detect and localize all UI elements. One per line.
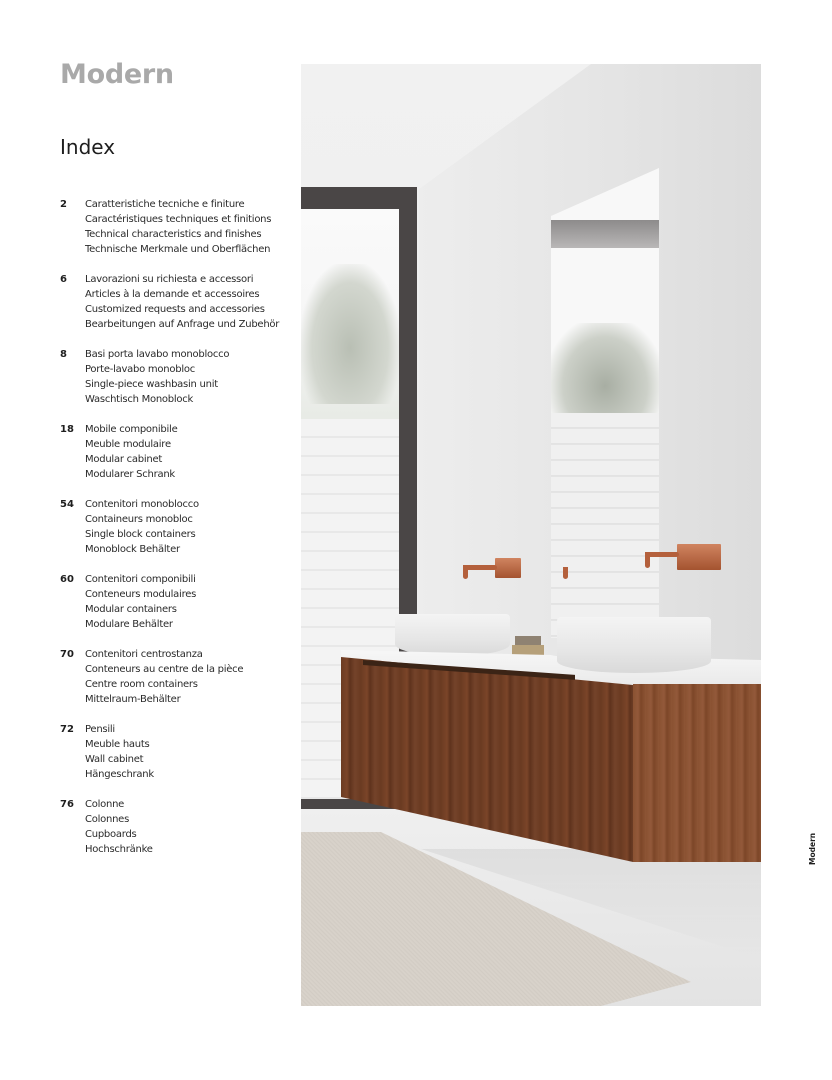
entry-titles (85, 722, 154, 797)
entry-title-en: Modular containers (85, 604, 177, 615)
entry-title-de: Modularer Schrank (85, 469, 175, 480)
entry-title-it: Pensili (85, 724, 115, 735)
index-entry[interactable] (60, 647, 290, 722)
entry-title-fr: Meuble hauts (85, 739, 150, 750)
index-entry[interactable] (60, 347, 290, 422)
entry-title-de: Hängeschrank (85, 769, 154, 780)
index-entry[interactable] (60, 722, 290, 797)
index-entry[interactable] (60, 497, 290, 572)
entry-page-number: 6 (60, 274, 67, 285)
faucet-left-arm (463, 565, 497, 570)
entry-title-en: Single-piece washbasin unit (85, 379, 218, 390)
entry-title-en: Customized requests and accessories (85, 304, 265, 315)
index-list (60, 197, 290, 872)
entry-title-fr: Containeurs monobloc (85, 514, 193, 525)
entry-title-it: Contenitori monoblocco (85, 499, 199, 510)
entry-page-number: 70 (60, 649, 74, 660)
entry-title-it: Colonne (85, 799, 125, 810)
entry-title-de: Mittelraum-Behälter (85, 694, 181, 705)
entry-title-it: Lavorazioni su richiesta e accessori (85, 274, 254, 285)
entry-title-it: Contenitori centrostanza (85, 649, 203, 660)
entry-title-en: Wall cabinet (85, 754, 144, 765)
entry-titles (85, 347, 229, 422)
entry-titles (85, 647, 243, 722)
entry-title-en: Cupboards (85, 829, 137, 840)
mirror-reflection-tree (551, 323, 659, 413)
entry-page-number: 2 (60, 199, 67, 210)
entry-title-en: Modular cabinet (85, 454, 163, 465)
faucet-left-spout (463, 565, 468, 579)
faucet-right-plate (677, 544, 721, 570)
entry-page-number: 76 (60, 799, 74, 810)
entry-title-en: Single block containers (85, 529, 196, 540)
entry-title-fr: Meuble modulaire (85, 439, 171, 450)
faucet-mirror-spout (563, 567, 568, 579)
index-entry[interactable] (60, 197, 290, 272)
index-title: Index (60, 135, 116, 159)
mirror-reflection-wall (551, 413, 659, 638)
entry-page-number: 60 (60, 574, 74, 585)
entry-page-number: 8 (60, 349, 67, 360)
entry-title-fr: Conteneurs au centre de la pièce (85, 664, 244, 675)
entry-title-fr: Caractéristiques techniques et finitions (85, 214, 272, 225)
faucet-right-spout (645, 552, 650, 568)
section-title: Modern (60, 59, 174, 90)
entry-page-number: 54 (60, 499, 74, 510)
soap-bar (515, 636, 541, 645)
index-entry[interactable] (60, 572, 290, 647)
entry-titles (85, 797, 153, 872)
entry-titles (85, 197, 271, 272)
entry-title-de: Monoblock Behälter (85, 544, 180, 555)
entry-title-fr: Conteneurs modulaires (85, 589, 197, 600)
entry-title-it: Caratteristiche tecniche e finiture (85, 199, 245, 210)
faucet-left-plate (495, 558, 521, 578)
entry-page-number: 18 (60, 424, 74, 435)
entry-titles (85, 272, 279, 347)
entry-title-de: Hochschränke (85, 844, 153, 855)
entry-title-en: Technical characteristics and finishes (85, 229, 262, 240)
entry-title-fr: Articles à la demande et accessoires (85, 289, 260, 300)
entry-titles (85, 572, 196, 647)
entry-title-it: Mobile componibile (85, 424, 178, 435)
bathroom-photo (301, 64, 761, 1006)
window-tree (301, 264, 399, 404)
entry-title-de: Modulare Behälter (85, 619, 173, 630)
entry-titles (85, 497, 199, 572)
index-entry[interactable] (60, 272, 290, 347)
entry-title-it: Contenitori componibili (85, 574, 196, 585)
entry-title-de: Bearbeitungen auf Anfrage und Zubehör (85, 319, 280, 330)
entry-page-number: 72 (60, 724, 74, 735)
basin-right (557, 617, 711, 673)
entry-title-fr: Colonnes (85, 814, 130, 825)
mirror-reflection-beam (551, 220, 659, 248)
entry-title-it: Basi porta lavabo monoblocco (85, 349, 230, 360)
entry-title-de: Waschtisch Monoblock (85, 394, 194, 405)
basin-left (395, 614, 510, 656)
side-section-label: Modern (808, 832, 817, 865)
entry-titles (85, 422, 177, 497)
index-entry[interactable] (60, 422, 290, 497)
entry-title-fr: Porte-lavabo monobloc (85, 364, 195, 375)
faucet-right-arm (645, 552, 679, 557)
walnut-cabinet-side (633, 684, 761, 862)
entry-title-de: Technische Merkmale und Oberflächen (85, 244, 271, 255)
index-entry[interactable] (60, 797, 290, 872)
entry-title-en: Centre room containers (85, 679, 198, 690)
